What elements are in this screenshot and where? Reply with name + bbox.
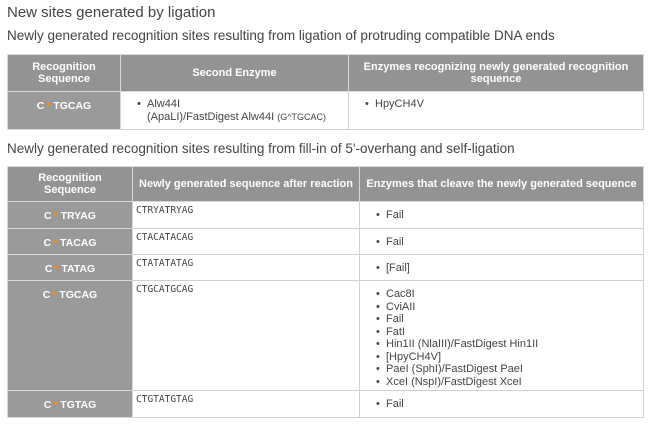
table-row — [8, 391, 644, 418]
rec-left: C — [43, 399, 52, 411]
rec-right: TRYAG — [60, 210, 96, 222]
cut-arrow-icon: ▼ — [53, 265, 61, 272]
enzyme-item[interactable]: • Fail — [360, 209, 643, 222]
cut-arrow-icon: ▼ — [51, 291, 59, 298]
enzyme-item[interactable]: • CviAII — [360, 301, 643, 314]
enzyme-item[interactable]: • PaeI (SphI)/FastDigest PaeI — [360, 363, 643, 376]
table-row — [8, 229, 644, 255]
enzyme-item[interactable]: • [Fail] — [360, 262, 643, 275]
rec-right: TGCAG — [59, 289, 98, 301]
table-row — [8, 255, 644, 281]
new-sequence-cell: CTGCATGCAG — [133, 281, 360, 391]
table-row — [8, 281, 644, 391]
enzyme-item[interactable]: • Fail — [360, 236, 643, 249]
page-title: New sites generated by ligation — [7, 4, 216, 21]
cut-arrow-icon: ▼ — [52, 212, 60, 219]
recognition-sequence-cell — [8, 229, 133, 255]
second-enzyme-item — [121, 98, 348, 123]
enzymes-cell — [360, 229, 644, 255]
header-new-sequence: Newly generated sequence after reaction — [133, 167, 360, 202]
rec-left: C — [44, 210, 52, 222]
rec-left: C — [36, 100, 45, 112]
recognition-sequence-cell — [8, 281, 133, 391]
new-sequence-cell: CTATATATAG — [133, 255, 360, 281]
second-enzyme-cell — [121, 92, 349, 130]
enzymes-cell — [360, 202, 644, 229]
table-row — [8, 202, 644, 229]
header-enzymes-cleave: Enzymes that cleave the newly generated sequence — [360, 167, 644, 202]
section1-subtitle: Newly generated recognition sites resulting from ligation of protruding compatible DNA ends — [7, 28, 555, 43]
rec-right: TGCAG — [53, 100, 92, 112]
enzyme-item[interactable]: • XceI (NspI)/FastDigest XceI — [360, 376, 643, 389]
enzyme-item[interactable]: • Fail — [360, 313, 643, 326]
enzymes-cell — [360, 255, 644, 281]
second-enzyme-site: (G^TGCAC) — [277, 111, 326, 122]
ligation-table — [7, 54, 644, 130]
new-sequence-cell: CTRYATRYAG — [133, 202, 360, 229]
recognition-sequence-cell — [8, 255, 133, 281]
new-sequence-cell: CTGTATGTAG — [133, 391, 360, 418]
enzyme-item[interactable]: • Cac8I — [360, 288, 643, 301]
header-enzymes-recognizing: Enzymes recognizing newly generated recognition sequence — [349, 55, 644, 92]
enzymes-cell — [360, 281, 644, 391]
second-enzyme-detail[interactable]: (ApaLI)/FastDigest Alw44I — [147, 110, 278, 123]
fill-in-table — [7, 166, 644, 418]
enzyme-item[interactable]: • HpyCH4V — [349, 98, 643, 111]
header-recognition-sequence: Recognition Sequence — [8, 167, 133, 202]
enzyme-item[interactable]: • Fail — [360, 398, 643, 411]
second-enzyme-name[interactable]: Alw44I — [147, 98, 181, 110]
rec-right: TACAG — [59, 237, 97, 249]
section2-subtitle: Newly generated recognition sites resulting from fill-in of 5'-overhang and self-ligation — [7, 141, 515, 156]
new-sequence-cell: CTACATACAG — [133, 229, 360, 255]
recognition-sequence-cell — [8, 391, 133, 418]
rec-right: TATAG — [61, 263, 96, 275]
rec-right: TGTAG — [60, 399, 97, 411]
rec-left: C — [44, 263, 53, 275]
cut-arrow-icon: ▼ — [52, 239, 59, 246]
enzyme-item[interactable]: • [HpyCH4V] — [360, 351, 643, 364]
cut-arrow-icon: ▼ — [45, 102, 53, 109]
enzyme-item[interactable]: • FatI — [360, 326, 643, 339]
header-recognition-sequence: Recognition Sequence — [8, 55, 121, 92]
recognition-sequence-cell — [8, 92, 121, 130]
header-second-enzyme: Second Enzyme — [121, 55, 349, 92]
rec-left: C — [42, 289, 51, 301]
recognition-sequence-cell — [8, 202, 133, 229]
rec-left: C — [43, 237, 52, 249]
enzymes-cell — [360, 391, 644, 418]
cut-arrow-icon: ▼ — [52, 401, 60, 408]
enzyme-item[interactable]: • Hin1II (NlaIII)/FastDigest Hin1II — [360, 338, 643, 351]
enzymes-recognizing-cell — [349, 92, 644, 130]
